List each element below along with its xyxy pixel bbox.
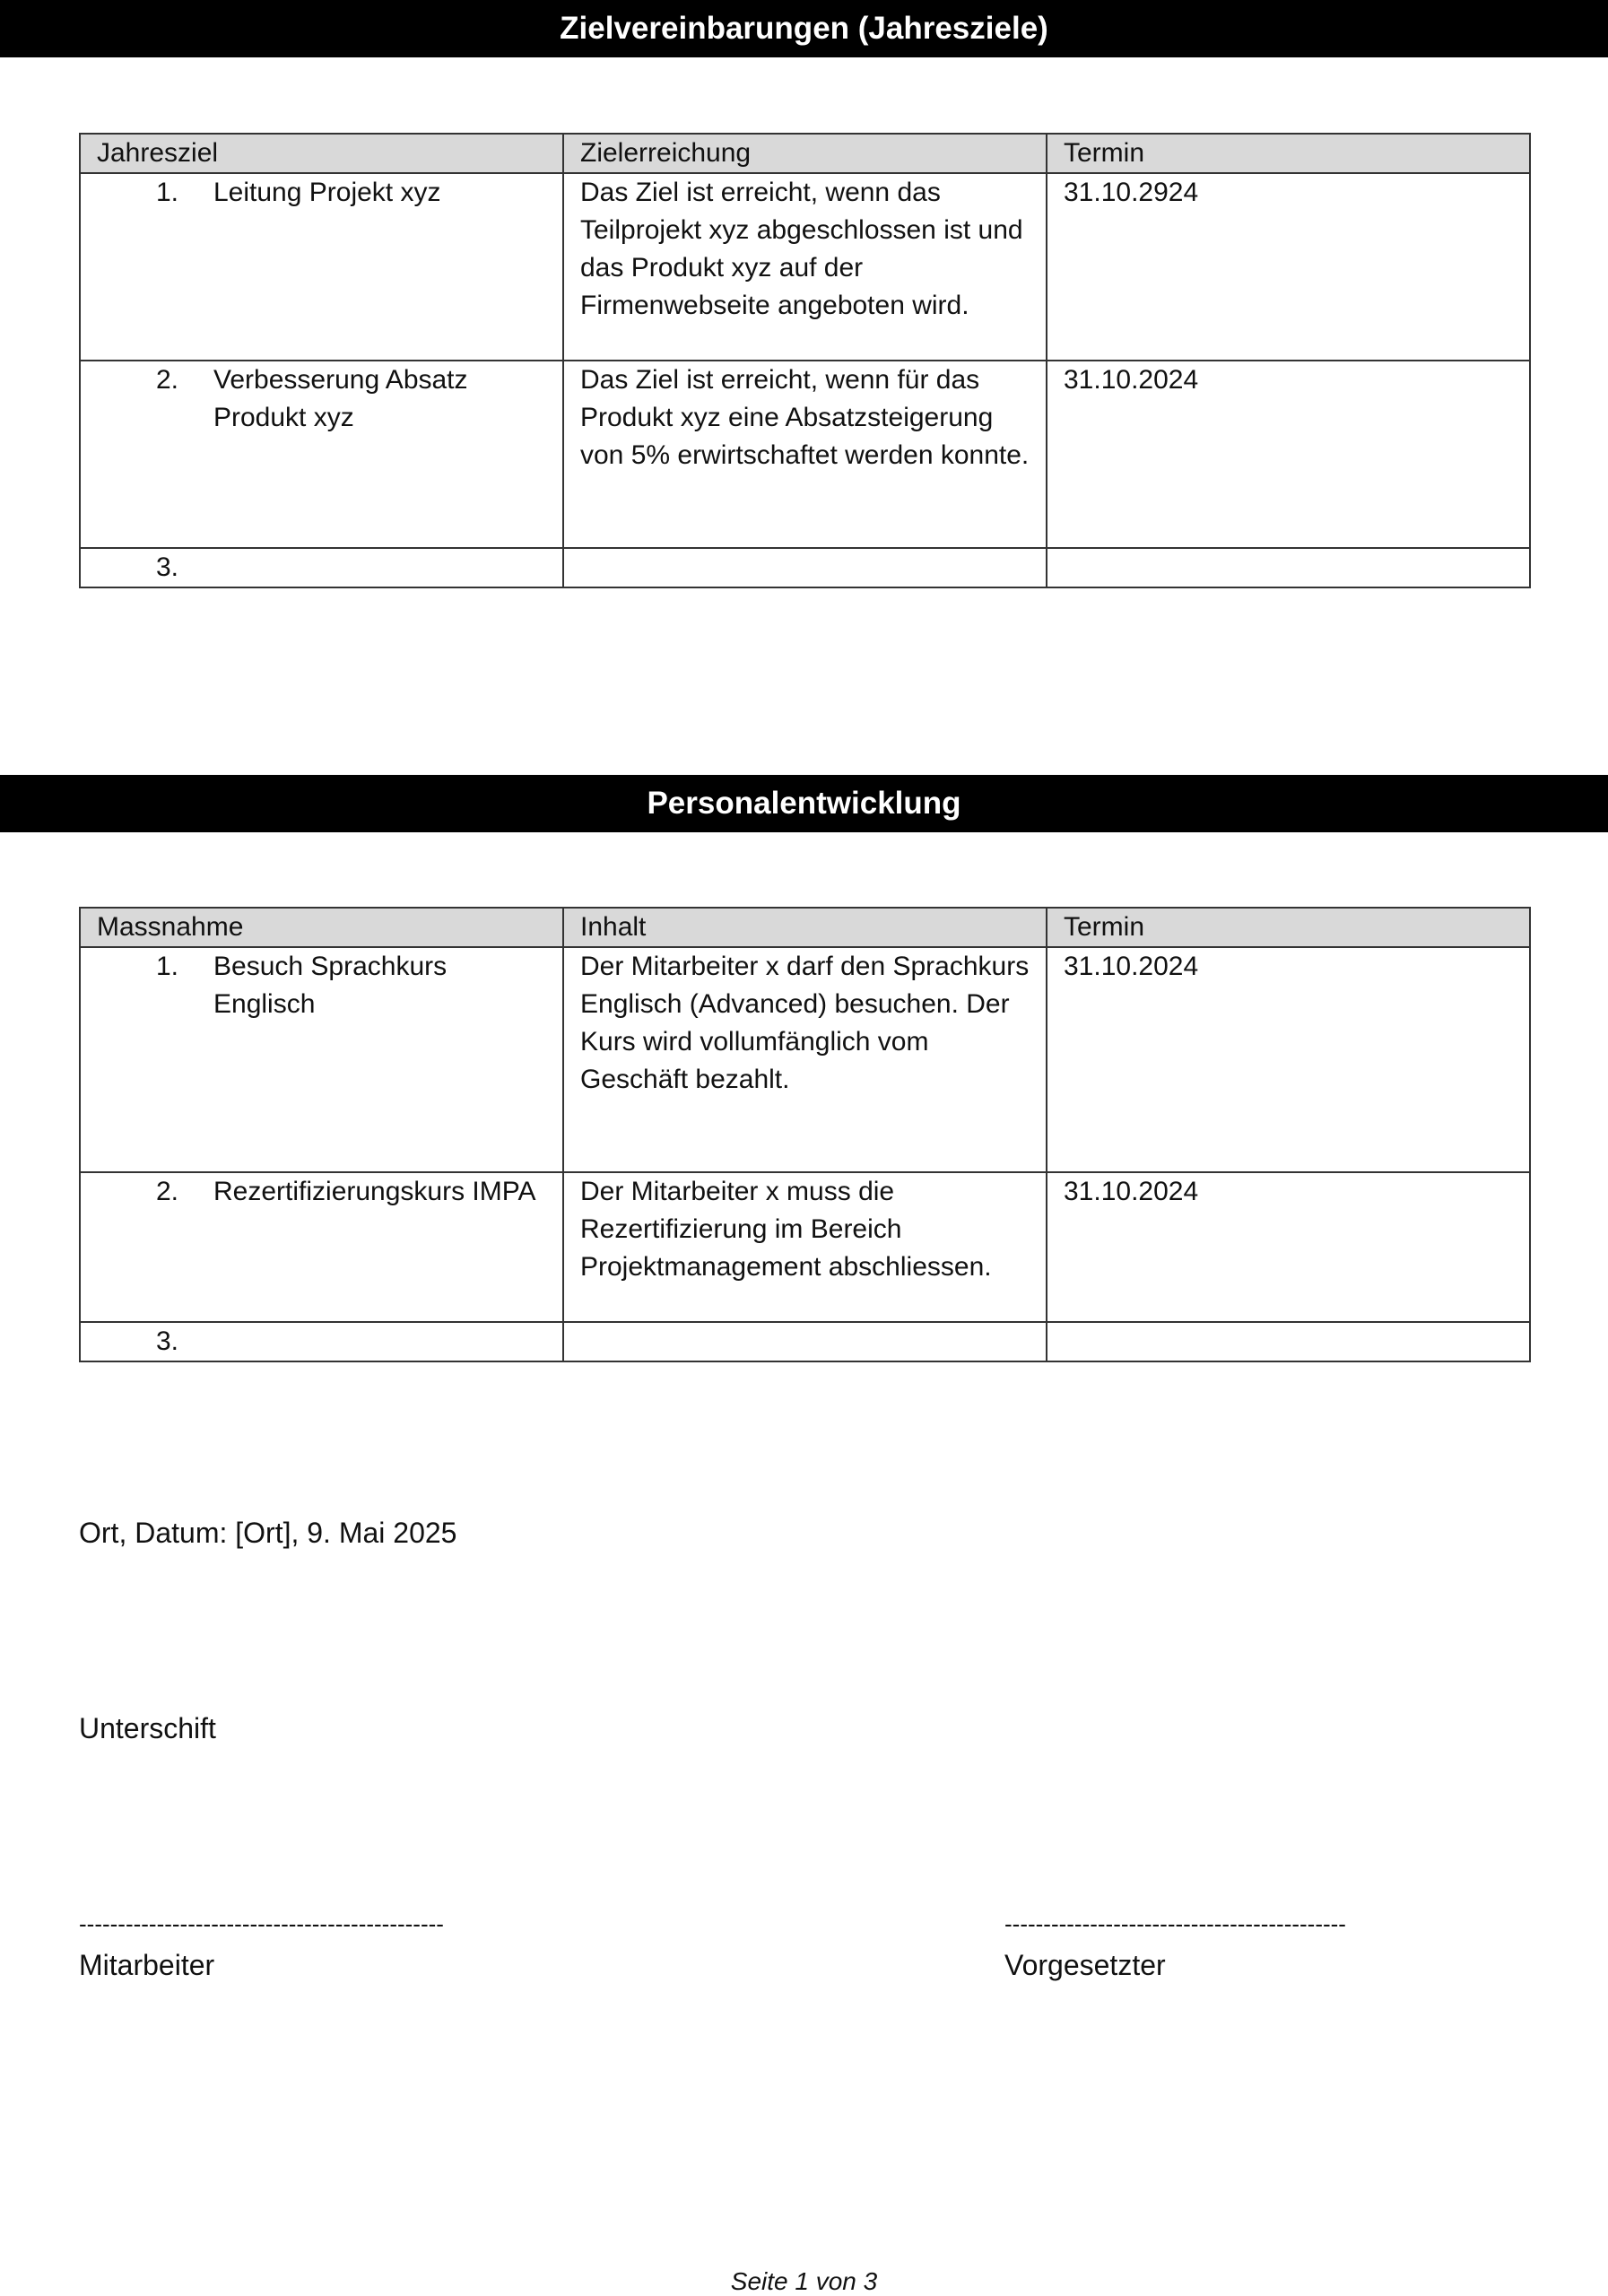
deadline-text: 31.10.2024 <box>1064 1177 1199 1206</box>
signature-line-employee: ----------------------------------------------- <box>79 1910 444 1937</box>
page-number: Seite 1 von 3 <box>730 2267 878 2295</box>
table-row <box>80 548 1530 587</box>
signature-label: Unterschift <box>79 1712 216 1744</box>
employee-label: Mitarbeiter <box>79 1949 215 1981</box>
row-number: 1. <box>156 178 179 207</box>
row-number: 1. <box>156 952 179 981</box>
deadline-cell <box>1047 1322 1530 1361</box>
table-row <box>80 1322 1530 1361</box>
measure-cell <box>80 947 563 1172</box>
deadline-cell <box>1047 361 1530 548</box>
deadline-cell <box>1047 548 1530 587</box>
criteria-cell <box>563 173 1047 361</box>
row-number: 3. <box>156 1326 179 1356</box>
deadline-cell <box>1047 947 1530 1172</box>
deadline-cell <box>1047 1172 1530 1322</box>
signature-line-supervisor: -------------------------------------------- <box>1004 1910 1346 1937</box>
criteria-cell <box>563 548 1047 587</box>
column-header-deadline: Termin <box>1047 134 1530 173</box>
row-number: 2. <box>156 365 179 395</box>
table-row <box>80 1172 1530 1322</box>
column-header-criteria: Zielerreichung <box>563 134 1047 173</box>
criteria-text: Das Ziel ist erreicht, wenn für das Produkt xyz eine Absatzsteigerung von 5% erwirtschaftet werden konnte. <box>580 365 1030 470</box>
measure-cell <box>80 1322 563 1361</box>
row-number: 2. <box>156 1177 179 1206</box>
deadline-text: 31.10.2924 <box>1064 178 1199 207</box>
goal-text: Leitung Projekt xyz <box>213 178 441 207</box>
criteria-text: Das Ziel ist erreicht, wenn das Teilprojekt xyz abgeschlossen ist und das Produkt xyz auf der Firmenwebseite angeboten wird. <box>580 178 1023 320</box>
goal-cell <box>80 361 563 548</box>
criteria-cell <box>563 361 1047 548</box>
column-header-deadline: Termin <box>1047 908 1530 947</box>
goal-cell <box>80 173 563 361</box>
column-header-content: Inhalt <box>563 908 1047 947</box>
deadline-text: 31.10.2024 <box>1064 952 1199 981</box>
table-header-row <box>80 908 1530 947</box>
supervisor-label: Vorgesetzter <box>1004 1949 1166 1981</box>
content-cell <box>563 947 1047 1172</box>
column-header-goal: Jahresziel <box>80 134 563 173</box>
table-header-row <box>80 134 1530 173</box>
goal-text: Verbesserung Absatz Produkt xyz <box>213 365 468 432</box>
content-text: Der Mitarbeiter x muss die Rezertifizierung im Bereich Projektmanagement abschliessen. <box>580 1177 992 1282</box>
measure-cell <box>80 1172 563 1322</box>
goals-table <box>79 133 1531 588</box>
content-text: Der Mitarbeiter x darf den Sprachkurs Englisch (Advanced) besuchen. Der Kurs wird vollumfänglich vom Geschäft bezahlt. <box>580 952 1030 1094</box>
deadline-cell <box>1047 173 1530 361</box>
row-number: 3. <box>156 552 179 582</box>
column-header-measure: Massnahme <box>80 908 563 947</box>
measure-text: Rezertifizierungskurs IMPA <box>213 1177 536 1206</box>
content-cell <box>563 1322 1047 1361</box>
measure-text: Besuch Sprachkurs Englisch <box>213 952 448 1019</box>
section-title-development: Personalentwicklung <box>0 775 1608 832</box>
place-date: Ort, Datum: [Ort], 9. Mai 2025 <box>79 1517 457 1549</box>
table-row <box>80 947 1530 1172</box>
development-table <box>79 907 1531 1362</box>
section-title-goals: Zielvereinbarungen (Jahresziele) <box>0 0 1608 57</box>
content-cell <box>563 1172 1047 1322</box>
table-row <box>80 173 1530 361</box>
table-row <box>80 361 1530 548</box>
goal-cell <box>80 548 563 587</box>
deadline-text: 31.10.2024 <box>1064 365 1199 395</box>
